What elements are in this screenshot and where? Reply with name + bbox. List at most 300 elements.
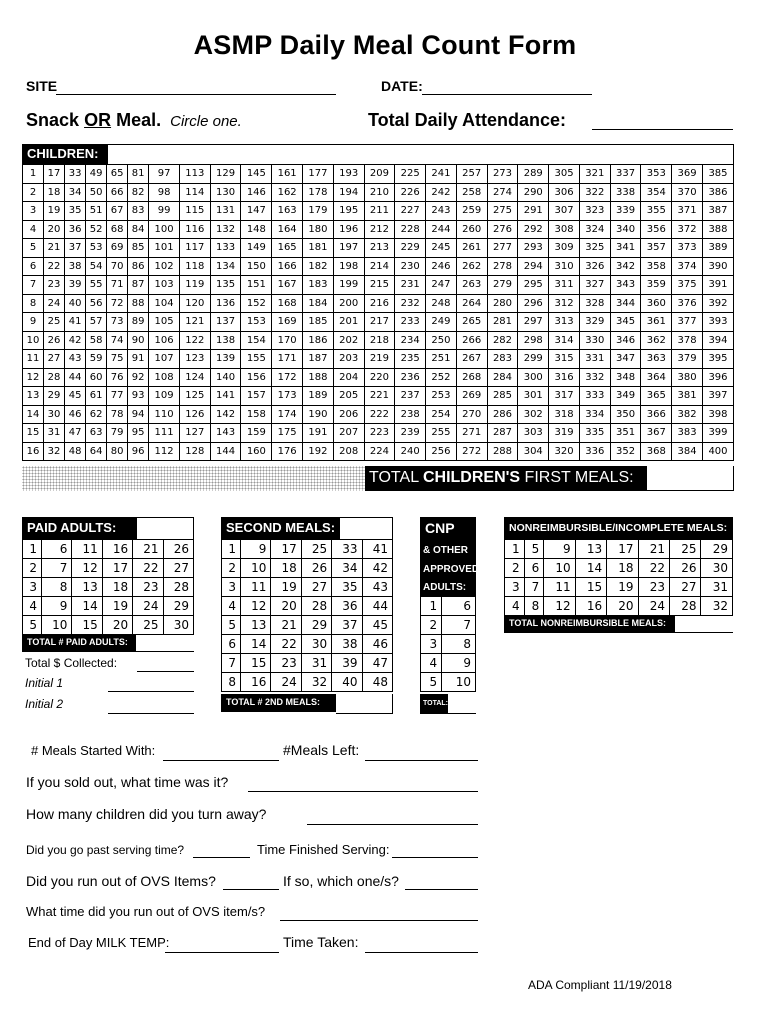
count-cell[interactable]: 220	[364, 368, 395, 387]
count-cell[interactable]: 149	[241, 239, 272, 258]
count-cell[interactable]: 32	[301, 673, 331, 692]
count-cell[interactable]: 171	[272, 350, 303, 369]
snack-option[interactable]: Snack	[26, 110, 80, 130]
count-cell[interactable]: 5	[421, 673, 442, 692]
count-cell[interactable]: 3	[23, 202, 44, 221]
count-cell[interactable]: 80	[107, 442, 128, 461]
count-cell[interactable]: 15	[23, 424, 44, 443]
count-cell[interactable]: 231	[395, 276, 426, 295]
count-cell[interactable]: 42	[65, 331, 86, 350]
count-cell[interactable]: 49	[86, 165, 107, 184]
count-cell[interactable]: 17	[44, 165, 65, 184]
count-cell[interactable]: 306	[549, 183, 580, 202]
count-cell[interactable]: 37	[332, 616, 362, 635]
count-cell[interactable]: 47	[65, 424, 86, 443]
count-cell[interactable]: 243	[426, 202, 457, 221]
count-cell[interactable]: 181	[303, 239, 334, 258]
count-cell[interactable]: 280	[487, 294, 518, 313]
count-cell[interactable]: 316	[549, 368, 580, 387]
count-cell[interactable]: 237	[395, 387, 426, 406]
count-cell[interactable]: 24	[271, 673, 301, 692]
count-cell[interactable]: 84	[128, 220, 149, 239]
count-cell[interactable]: 213	[364, 239, 395, 258]
count-cell[interactable]: 78	[107, 405, 128, 424]
count-cell[interactable]: 142	[210, 405, 241, 424]
count-cell[interactable]: 393	[702, 313, 733, 332]
count-cell[interactable]: 197	[333, 239, 364, 258]
count-cell[interactable]: 26	[301, 559, 331, 578]
count-cell[interactable]: 11	[23, 350, 44, 369]
count-cell[interactable]: 5	[524, 540, 544, 559]
count-cell[interactable]: 59	[86, 350, 107, 369]
count-cell[interactable]: 139	[210, 350, 241, 369]
count-cell[interactable]: 150	[241, 257, 272, 276]
count-cell[interactable]: 9	[240, 540, 270, 559]
count-cell[interactable]: 297	[518, 313, 549, 332]
count-cell[interactable]: 165	[272, 239, 303, 258]
count-cell[interactable]: 20	[271, 597, 301, 616]
count-cell[interactable]: 238	[395, 405, 426, 424]
count-cell[interactable]: 172	[272, 368, 303, 387]
count-cell[interactable]: 17	[102, 559, 132, 578]
count-cell[interactable]: 86	[128, 257, 149, 276]
count-cell[interactable]: 132	[210, 220, 241, 239]
count-cell[interactable]: 211	[364, 202, 395, 221]
count-cell[interactable]: 207	[333, 424, 364, 443]
count-cell[interactable]: 249	[426, 313, 457, 332]
count-cell[interactable]: 91	[128, 350, 149, 369]
count-cell[interactable]: 75	[107, 350, 128, 369]
count-cell[interactable]: 329	[579, 313, 610, 332]
count-cell[interactable]: 228	[395, 220, 426, 239]
count-cell[interactable]: 109	[149, 387, 180, 406]
count-cell[interactable]: 222	[364, 405, 395, 424]
count-cell[interactable]: 154	[241, 331, 272, 350]
count-cell[interactable]: 3	[23, 578, 42, 597]
count-cell[interactable]: 29	[701, 540, 733, 559]
count-cell[interactable]: 14	[23, 405, 44, 424]
count-cell[interactable]: 31	[44, 424, 65, 443]
count-cell[interactable]: 35	[65, 202, 86, 221]
count-cell[interactable]: 54	[86, 257, 107, 276]
count-cell[interactable]: 187	[303, 350, 334, 369]
count-cell[interactable]: 114	[179, 183, 210, 202]
count-cell[interactable]: 13	[72, 578, 102, 597]
cnp-total-field[interactable]	[448, 694, 476, 714]
count-cell[interactable]: 113	[179, 165, 210, 184]
count-cell[interactable]: 319	[549, 424, 580, 443]
count-cell[interactable]: 203	[333, 350, 364, 369]
count-cell[interactable]: 9	[442, 654, 476, 673]
count-cell[interactable]: 45	[362, 616, 392, 635]
count-cell[interactable]: 391	[702, 276, 733, 295]
meal-option[interactable]: Meal.	[116, 110, 162, 130]
count-cell[interactable]: 283	[487, 350, 518, 369]
count-cell[interactable]: 4	[23, 597, 42, 616]
count-cell[interactable]: 159	[241, 424, 272, 443]
count-cell[interactable]: 350	[610, 405, 641, 424]
count-cell[interactable]: 196	[333, 220, 364, 239]
count-cell[interactable]: 116	[179, 220, 210, 239]
count-cell[interactable]: 286	[487, 405, 518, 424]
count-cell[interactable]: 317	[549, 387, 580, 406]
count-cell[interactable]: 8	[524, 597, 544, 616]
count-cell[interactable]: 9	[23, 313, 44, 332]
count-cell[interactable]: 73	[107, 313, 128, 332]
count-cell[interactable]: 136	[210, 294, 241, 313]
count-cell[interactable]: 38	[65, 257, 86, 276]
count-cell[interactable]: 34	[65, 183, 86, 202]
count-cell[interactable]: 205	[333, 387, 364, 406]
count-cell[interactable]: 40	[332, 673, 362, 692]
count-cell[interactable]: 153	[241, 313, 272, 332]
count-cell[interactable]: 318	[549, 405, 580, 424]
count-cell[interactable]: 305	[549, 165, 580, 184]
count-cell[interactable]: 9	[544, 540, 575, 559]
count-cell[interactable]: 290	[518, 183, 549, 202]
count-cell[interactable]: 210	[364, 183, 395, 202]
count-cell[interactable]: 26	[670, 559, 701, 578]
count-cell[interactable]: 77	[107, 387, 128, 406]
count-cell[interactable]: 325	[579, 239, 610, 258]
count-cell[interactable]: 36	[65, 220, 86, 239]
count-cell[interactable]: 62	[86, 405, 107, 424]
count-cell[interactable]: 21	[133, 540, 163, 559]
count-cell[interactable]: 141	[210, 387, 241, 406]
count-cell[interactable]: 384	[672, 442, 703, 461]
count-cell[interactable]: 304	[518, 442, 549, 461]
count-cell[interactable]: 275	[487, 202, 518, 221]
count-cell[interactable]: 61	[86, 387, 107, 406]
count-cell[interactable]: 308	[549, 220, 580, 239]
count-cell[interactable]: 15	[72, 616, 102, 635]
count-cell[interactable]: 216	[364, 294, 395, 313]
count-cell[interactable]: 127	[179, 424, 210, 443]
count-cell[interactable]: 138	[210, 331, 241, 350]
initial-1-field[interactable]	[108, 691, 194, 692]
count-cell[interactable]: 2	[222, 559, 241, 578]
count-cell[interactable]: 360	[641, 294, 672, 313]
count-cell[interactable]: 87	[128, 276, 149, 295]
count-cell[interactable]: 224	[364, 442, 395, 461]
count-cell[interactable]: 22	[44, 257, 65, 276]
count-cell[interactable]: 4	[23, 220, 44, 239]
count-cell[interactable]: 201	[333, 313, 364, 332]
count-cell[interactable]: 239	[395, 424, 426, 443]
count-cell[interactable]: 396	[702, 368, 733, 387]
count-cell[interactable]: 221	[364, 387, 395, 406]
count-cell[interactable]: 174	[272, 405, 303, 424]
count-cell[interactable]: 1	[505, 540, 525, 559]
count-cell[interactable]: 386	[702, 183, 733, 202]
sold-out-field[interactable]	[248, 791, 478, 792]
count-cell[interactable]: 60	[86, 368, 107, 387]
count-cell[interactable]: 366	[641, 405, 672, 424]
count-cell[interactable]: 335	[579, 424, 610, 443]
count-cell[interactable]: 232	[395, 294, 426, 313]
count-cell[interactable]: 27	[301, 578, 331, 597]
count-cell[interactable]: 1	[23, 540, 42, 559]
count-cell[interactable]: 281	[487, 313, 518, 332]
count-cell[interactable]: 245	[426, 239, 457, 258]
count-cell[interactable]: 21	[271, 616, 301, 635]
count-cell[interactable]: 13	[240, 616, 270, 635]
count-cell[interactable]: 30	[163, 616, 193, 635]
count-cell[interactable]: 156	[241, 368, 272, 387]
count-cell[interactable]: 10	[41, 616, 71, 635]
count-cell[interactable]: 13	[575, 540, 606, 559]
count-cell[interactable]: 18	[44, 183, 65, 202]
count-cell[interactable]: 313	[549, 313, 580, 332]
count-cell[interactable]: 395	[702, 350, 733, 369]
count-cell[interactable]: 48	[65, 442, 86, 461]
count-cell[interactable]: 2	[421, 616, 442, 635]
count-cell[interactable]: 157	[241, 387, 272, 406]
count-cell[interactable]: 166	[272, 257, 303, 276]
count-cell[interactable]: 103	[149, 276, 180, 295]
count-cell[interactable]: 269	[456, 387, 487, 406]
count-cell[interactable]: 135	[210, 276, 241, 295]
count-cell[interactable]: 16	[240, 673, 270, 692]
count-cell[interactable]: 21	[44, 239, 65, 258]
count-cell[interactable]: 85	[128, 239, 149, 258]
count-cell[interactable]: 344	[610, 294, 641, 313]
total-paid-adults-field[interactable]	[136, 634, 194, 652]
count-cell[interactable]: 14	[72, 597, 102, 616]
count-cell[interactable]: 301	[518, 387, 549, 406]
count-cell[interactable]: 125	[179, 387, 210, 406]
count-cell[interactable]: 17	[271, 540, 301, 559]
count-cell[interactable]: 347	[610, 350, 641, 369]
count-cell[interactable]: 215	[364, 276, 395, 295]
count-cell[interactable]: 140	[210, 368, 241, 387]
count-cell[interactable]: 50	[86, 183, 107, 202]
count-cell[interactable]: 254	[426, 405, 457, 424]
count-cell[interactable]: 377	[672, 313, 703, 332]
count-cell[interactable]: 76	[107, 368, 128, 387]
count-cell[interactable]: 310	[549, 257, 580, 276]
count-cell[interactable]: 64	[86, 442, 107, 461]
count-cell[interactable]: 13	[23, 387, 44, 406]
count-cell[interactable]: 124	[179, 368, 210, 387]
count-cell[interactable]: 274	[487, 183, 518, 202]
count-cell[interactable]: 320	[549, 442, 580, 461]
count-cell[interactable]: 4	[505, 597, 525, 616]
count-cell[interactable]: 397	[702, 387, 733, 406]
count-cell[interactable]: 399	[702, 424, 733, 443]
count-cell[interactable]: 15	[575, 578, 606, 597]
count-cell[interactable]: 400	[702, 442, 733, 461]
count-cell[interactable]: 67	[107, 202, 128, 221]
initial-2-field[interactable]	[108, 713, 194, 714]
count-cell[interactable]: 287	[487, 424, 518, 443]
count-cell[interactable]: 284	[487, 368, 518, 387]
count-cell[interactable]: 263	[456, 276, 487, 295]
count-cell[interactable]: 29	[301, 616, 331, 635]
count-cell[interactable]: 100	[149, 220, 180, 239]
count-cell[interactable]: 1	[222, 540, 241, 559]
count-cell[interactable]: 5	[23, 616, 42, 635]
count-cell[interactable]: 204	[333, 368, 364, 387]
count-cell[interactable]: 365	[641, 387, 672, 406]
count-cell[interactable]: 131	[210, 202, 241, 221]
count-cell[interactable]: 18	[607, 559, 638, 578]
count-cell[interactable]: 293	[518, 239, 549, 258]
count-cell[interactable]: 349	[610, 387, 641, 406]
count-cell[interactable]: 195	[333, 202, 364, 221]
count-cell[interactable]: 20	[102, 616, 132, 635]
count-cell[interactable]: 17	[607, 540, 638, 559]
time-finished-field[interactable]	[392, 857, 478, 858]
count-cell[interactable]: 348	[610, 368, 641, 387]
count-cell[interactable]: 7	[222, 654, 241, 673]
count-cell[interactable]: 368	[641, 442, 672, 461]
count-cell[interactable]: 186	[303, 331, 334, 350]
count-cell[interactable]: 22	[133, 559, 163, 578]
count-cell[interactable]: 106	[149, 331, 180, 350]
count-cell[interactable]: 323	[579, 202, 610, 221]
count-cell[interactable]: 24	[133, 597, 163, 616]
count-cell[interactable]: 34	[332, 559, 362, 578]
count-cell[interactable]: 161	[272, 165, 303, 184]
count-cell[interactable]: 89	[128, 313, 149, 332]
count-cell[interactable]: 390	[702, 257, 733, 276]
count-cell[interactable]: 194	[333, 183, 364, 202]
count-cell[interactable]: 168	[272, 294, 303, 313]
count-cell[interactable]: 12	[23, 368, 44, 387]
count-cell[interactable]: 230	[395, 257, 426, 276]
count-cell[interactable]: 57	[86, 313, 107, 332]
count-cell[interactable]: 392	[702, 294, 733, 313]
count-cell[interactable]: 115	[179, 202, 210, 221]
count-cell[interactable]: 173	[272, 387, 303, 406]
count-cell[interactable]: 217	[364, 313, 395, 332]
count-cell[interactable]: 241	[426, 165, 457, 184]
count-cell[interactable]: 2	[505, 559, 525, 578]
count-cell[interactable]: 240	[395, 442, 426, 461]
count-cell[interactable]: 66	[107, 183, 128, 202]
count-cell[interactable]: 265	[456, 313, 487, 332]
count-cell[interactable]: 309	[549, 239, 580, 258]
count-cell[interactable]: 167	[272, 276, 303, 295]
count-cell[interactable]: 338	[610, 183, 641, 202]
count-cell[interactable]: 277	[487, 239, 518, 258]
count-cell[interactable]: 4	[421, 654, 442, 673]
count-cell[interactable]: 192	[303, 442, 334, 461]
count-cell[interactable]: 31	[701, 578, 733, 597]
count-cell[interactable]: 128	[179, 442, 210, 461]
count-cell[interactable]: 12	[72, 559, 102, 578]
count-cell[interactable]: 312	[549, 294, 580, 313]
count-cell[interactable]: 388	[702, 220, 733, 239]
count-cell[interactable]: 337	[610, 165, 641, 184]
count-cell[interactable]: 219	[364, 350, 395, 369]
count-cell[interactable]: 260	[456, 220, 487, 239]
count-cell[interactable]: 71	[107, 276, 128, 295]
count-cell[interactable]: 82	[128, 183, 149, 202]
count-cell[interactable]: 381	[672, 387, 703, 406]
count-cell[interactable]: 214	[364, 257, 395, 276]
count-cell[interactable]: 18	[102, 578, 132, 597]
count-cell[interactable]: 25	[670, 540, 701, 559]
count-cell[interactable]: 345	[610, 313, 641, 332]
count-cell[interactable]: 270	[456, 405, 487, 424]
count-cell[interactable]: 147	[241, 202, 272, 221]
count-cell[interactable]: 30	[44, 405, 65, 424]
count-cell[interactable]: 69	[107, 239, 128, 258]
count-cell[interactable]: 94	[128, 405, 149, 424]
count-cell[interactable]: 364	[641, 368, 672, 387]
count-cell[interactable]: 36	[332, 597, 362, 616]
count-cell[interactable]: 28	[670, 597, 701, 616]
count-cell[interactable]: 331	[579, 350, 610, 369]
count-cell[interactable]: 242	[426, 183, 457, 202]
count-cell[interactable]: 322	[579, 183, 610, 202]
count-cell[interactable]: 272	[456, 442, 487, 461]
count-cell[interactable]: 357	[641, 239, 672, 258]
count-cell[interactable]: 226	[395, 183, 426, 202]
count-cell[interactable]: 346	[610, 331, 641, 350]
count-cell[interactable]: 25	[44, 313, 65, 332]
count-cell[interactable]: 98	[149, 183, 180, 202]
count-cell[interactable]: 212	[364, 220, 395, 239]
count-cell[interactable]: 179	[303, 202, 334, 221]
count-cell[interactable]: 5	[23, 239, 44, 258]
count-cell[interactable]: 258	[456, 183, 487, 202]
count-cell[interactable]: 35	[332, 578, 362, 597]
count-cell[interactable]: 185	[303, 313, 334, 332]
count-cell[interactable]: 105	[149, 313, 180, 332]
count-cell[interactable]: 183	[303, 276, 334, 295]
count-cell[interactable]: 177	[303, 165, 334, 184]
count-cell[interactable]: 218	[364, 331, 395, 350]
count-cell[interactable]: 292	[518, 220, 549, 239]
total-nonreimbursible-field[interactable]	[675, 615, 733, 633]
count-cell[interactable]: 42	[362, 559, 392, 578]
count-cell[interactable]: 3	[505, 578, 525, 597]
count-cell[interactable]: 362	[641, 331, 672, 350]
count-cell[interactable]: 332	[579, 368, 610, 387]
count-cell[interactable]: 372	[672, 220, 703, 239]
count-cell[interactable]: 163	[272, 202, 303, 221]
count-cell[interactable]: 247	[426, 276, 457, 295]
count-cell[interactable]: 3	[421, 635, 442, 654]
count-cell[interactable]: 9	[41, 597, 71, 616]
count-cell[interactable]: 25	[133, 616, 163, 635]
count-cell[interactable]: 119	[179, 276, 210, 295]
count-cell[interactable]: 117	[179, 239, 210, 258]
count-cell[interactable]: 97	[149, 165, 180, 184]
count-cell[interactable]: 108	[149, 368, 180, 387]
count-cell[interactable]: 25	[301, 540, 331, 559]
count-cell[interactable]: 3	[222, 578, 241, 597]
count-cell[interactable]: 74	[107, 331, 128, 350]
count-cell[interactable]: 398	[702, 405, 733, 424]
count-cell[interactable]: 10	[544, 559, 575, 578]
count-cell[interactable]: 102	[149, 257, 180, 276]
count-cell[interactable]: 88	[128, 294, 149, 313]
count-cell[interactable]: 18	[271, 559, 301, 578]
count-cell[interactable]: 137	[210, 313, 241, 332]
count-cell[interactable]: 353	[641, 165, 672, 184]
count-cell[interactable]: 43	[65, 350, 86, 369]
count-cell[interactable]: 5	[222, 616, 241, 635]
count-cell[interactable]: 267	[456, 350, 487, 369]
count-cell[interactable]: 8	[442, 635, 476, 654]
count-cell[interactable]: 359	[641, 276, 672, 295]
count-cell[interactable]: 164	[272, 220, 303, 239]
count-cell[interactable]: 23	[638, 578, 669, 597]
